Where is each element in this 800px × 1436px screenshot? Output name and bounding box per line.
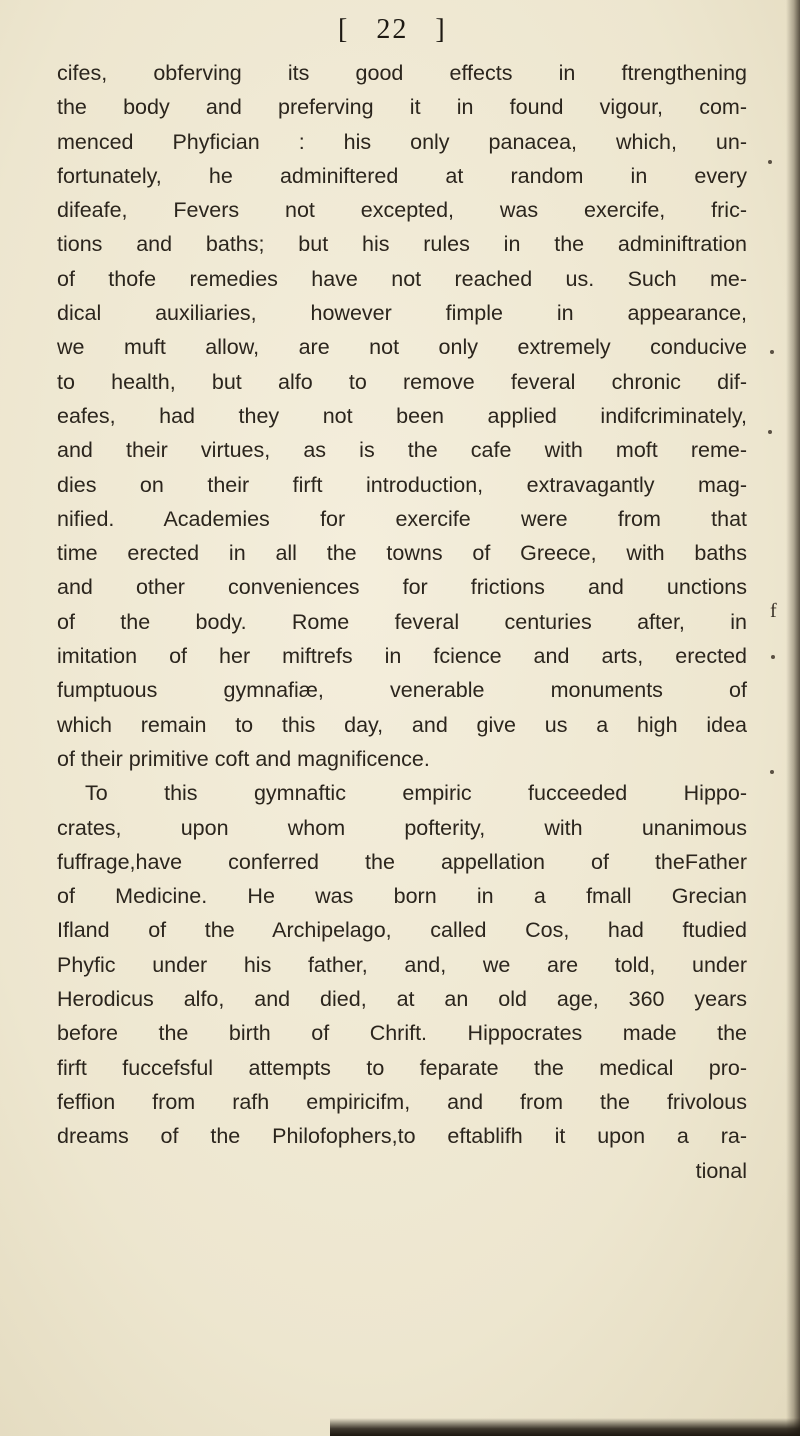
- text-line: Phyfic under his father, and, we are told, under: [57, 952, 747, 977]
- text-line: time erected in all the towns of Greece, with baths: [57, 541, 747, 566]
- paragraph-end-line: of their primitive coft and magnificence.: [57, 746, 430, 771]
- body-text: [57, 56, 747, 1188]
- text-line: tions and baths; but his rules in the adminiftration: [57, 232, 747, 257]
- catchword: tional: [695, 1158, 747, 1183]
- margin-speck: [771, 655, 775, 659]
- text-line: and other conveniences for frictions and unctions: [57, 575, 747, 600]
- text-line: crates, upon whom pofterity, with unanimous: [57, 815, 747, 840]
- margin-speck: [768, 160, 772, 164]
- text-line: nified. Academies for exercife were from that: [57, 506, 747, 531]
- text-line: to health, but alfo to remove feveral chronic dif-: [57, 369, 747, 394]
- text-line: of the body. Rome feveral centuries after, in: [57, 609, 747, 634]
- header-close-bracket: ]: [435, 14, 447, 45]
- page-number: 22: [376, 14, 409, 45]
- page-edge-shadow: [786, 0, 800, 1436]
- margin-speck: [770, 770, 774, 774]
- text-line: dies on their firft introduction, extravagantly mag-: [57, 472, 747, 497]
- text-line: dreams of the Philofophers,to eftablifh it upon a ra-: [57, 1124, 747, 1149]
- text-line: Ifland of the Archipelago, called Cos, had ftudied: [57, 918, 747, 943]
- text-line: feffion from rafh empiricifm, and from the frivolous: [57, 1089, 747, 1114]
- text-line: and their virtues, as is the cafe with moft reme-: [57, 438, 747, 463]
- header-open-bracket: [: [338, 14, 350, 45]
- margin-speck: [768, 430, 772, 434]
- text-line: menced Phyfician : his only panacea, which, un-: [57, 129, 747, 154]
- text-line: before the birth of Chrift. Hippocrates made the: [57, 1021, 747, 1046]
- text-line: firft fuccefsful attempts to feparate the medical pro-: [57, 1055, 747, 1080]
- text-line: Herodicus alfo, and died, at an old age, 360 years: [57, 987, 747, 1012]
- text-line: difeafe, Fevers not excepted, was exercife, fric-: [57, 198, 747, 223]
- text-line: eafes, had they not been applied indifcriminately,: [57, 403, 747, 428]
- text-line: the body and preferving it in found vigour, com-: [57, 95, 747, 120]
- text-line: which remain to this day, and give us a high idea: [57, 712, 747, 737]
- page-bottom-shadow: [330, 1418, 800, 1436]
- margin-letter-mark: f: [770, 600, 777, 622]
- text-line: fumptuous gymnafiæ, venerable monuments of: [57, 678, 747, 703]
- text-line: fortunately, he adminiftered at random in every: [57, 163, 747, 188]
- text-line: of Medicine. He was born in a fmall Grecian: [57, 884, 747, 909]
- page-number-header: [338, 10, 478, 50]
- text-line: of thofe remedies have not reached us. Such me-: [57, 266, 747, 291]
- text-line: imitation of her miftrefs in fcience and arts, erected: [57, 644, 747, 669]
- text-line: dical auxiliaries, however fimple in appearance,: [57, 301, 747, 326]
- text-line: we muft allow, are not only extremely conducive: [57, 335, 747, 360]
- text-line: cifes, obferving its good effects in ftrengthening: [57, 61, 747, 85]
- paragraph-start-line: To this gymnaftic empiric fucceeded Hippo-: [85, 781, 747, 806]
- margin-speck: [770, 350, 774, 354]
- text-line: fuffrage,have conferred the appellation of theFather: [57, 849, 747, 874]
